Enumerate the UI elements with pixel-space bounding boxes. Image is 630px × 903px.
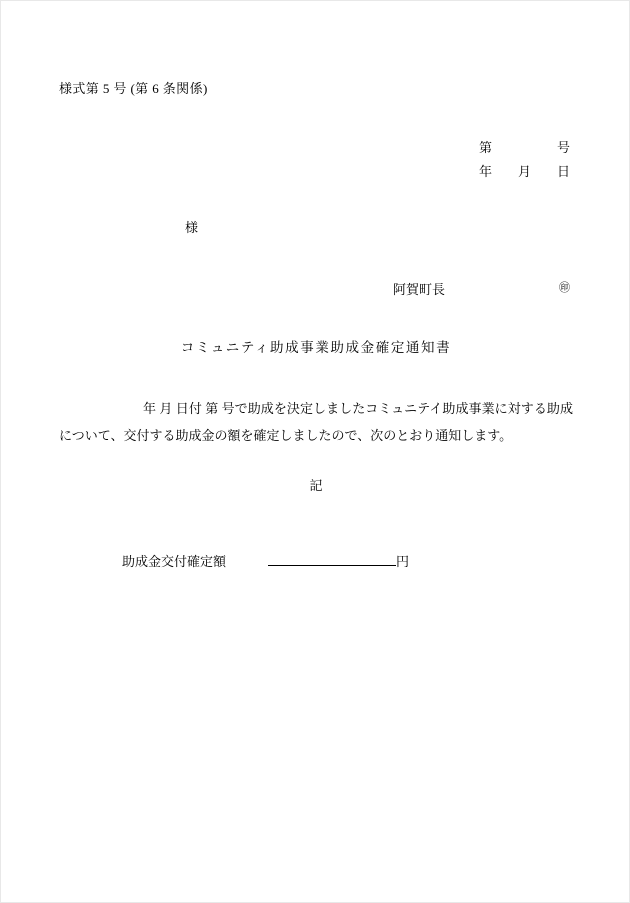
amount-row [109, 535, 409, 586]
document-number-line: 第 号 [479, 140, 571, 155]
body-text-second-line: 対する助成について、交付する助成金の額を確定しましたので、次のとおり通知します。 [59, 401, 573, 443]
document-title: コミュニティ助成事業助成金確定通知書 [180, 340, 452, 355]
body-date-part: 年 月 日付 第 号 [143, 401, 235, 416]
amount-input-blank[interactable] [268, 552, 396, 566]
seal-icon: ㊞ [559, 282, 570, 294]
body-paragraph [59, 396, 573, 449]
body-text-first-line: で助成を決定しましたコミュニテイ助成事業に [234, 401, 508, 416]
ki-marker: 記 [309, 478, 323, 493]
document-date-line: 年 月 日 [479, 164, 571, 179]
amount-unit: 円 [396, 554, 410, 569]
addressee-label: 様 [185, 220, 199, 235]
amount-label: 助成金交付確定額 [122, 554, 227, 569]
issuer-name: 阿賀町長 [393, 282, 446, 297]
form-number: 様式第 5 号 (第 6 条関係) [59, 81, 208, 96]
